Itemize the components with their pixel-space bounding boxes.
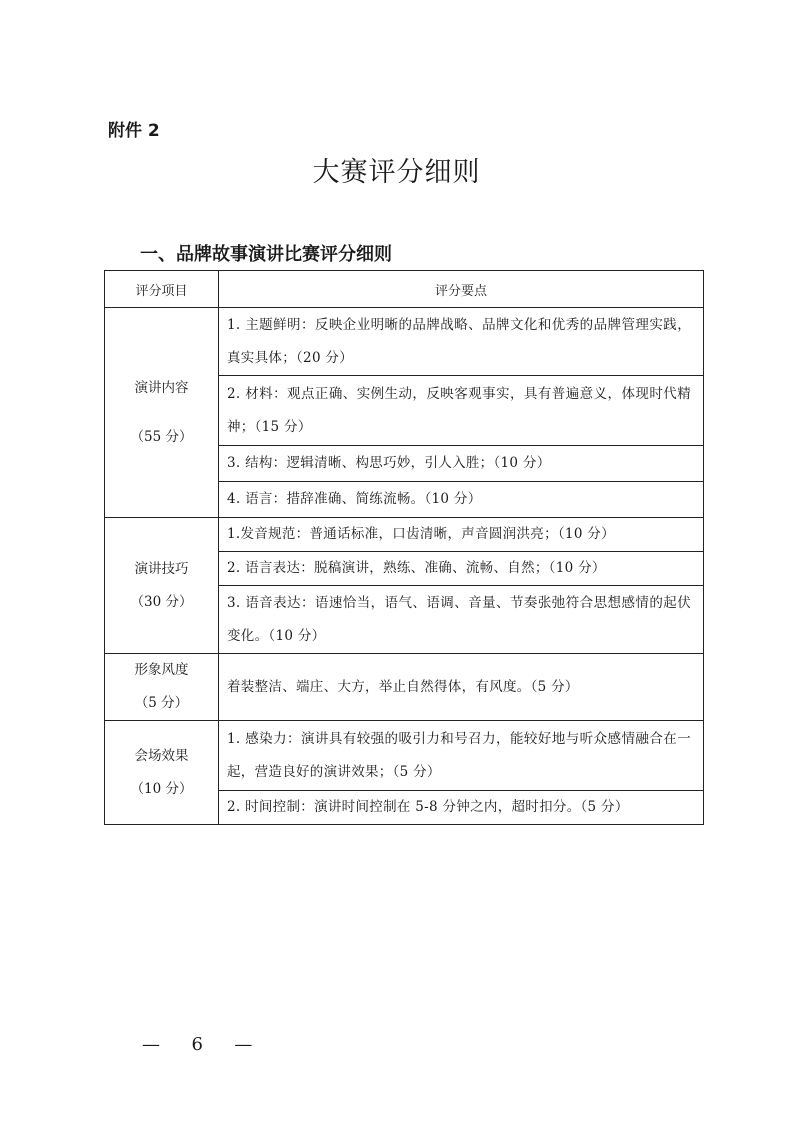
scoring-point: 1. 感染力：演讲具有较强的吸引力和号召力，能较好地与听众感情融合在一起，营造良好的演讲效果；（5 分） xyxy=(219,721,704,791)
scoring-point: 3. 结构：逻辑清晰、构思巧妙，引人入胜；（10 分） xyxy=(219,446,704,482)
category-cell xyxy=(105,721,219,825)
scoring-point: 4. 语言：措辞准确、简练流畅。（10 分） xyxy=(219,482,704,518)
header-category: 评分项目 xyxy=(105,271,219,308)
header-points: 评分要点 xyxy=(219,271,704,308)
table-header-row xyxy=(105,271,704,308)
category-score: （55 分） xyxy=(130,428,193,445)
category-name: 形象风度 xyxy=(134,662,189,678)
scoring-table xyxy=(104,270,704,825)
scoring-point: 3. 语音表达：语速恰当，语气、语调、音量、节奏张弛符合思想感情的起伏变化。（10 分） xyxy=(219,586,704,654)
scoring-point: 2. 语言表达：脱稿演讲，熟练、准确、流畅、自然；（10 分） xyxy=(219,552,704,586)
attachment-label: 附件 2 xyxy=(108,121,160,141)
category-score: （30 分） xyxy=(130,593,193,610)
table-row xyxy=(105,654,704,721)
footer-dash-left: — xyxy=(142,1034,160,1055)
scoring-point: 1.发音规范：普通话标准，口齿清晰，声音圆润洪亮；（10 分） xyxy=(219,518,704,552)
scoring-point: 2. 材料：观点正确、实例生动，反映客观事实，具有普遍意义，体现时代精神；（15 分） xyxy=(219,376,704,446)
page-number: 6 xyxy=(191,1034,203,1055)
category-score: （5 分） xyxy=(134,695,189,711)
category-cell xyxy=(105,308,219,518)
category-name: 演讲技巧 xyxy=(134,560,189,577)
table-row xyxy=(105,721,704,791)
scoring-point: 1. 主题鲜明：反映企业明晰的品牌战略、品牌文化和优秀的品牌管理实践，真实具体；（20 分） xyxy=(219,308,704,376)
scoring-point: 着装整洁、端庄、大方，举止自然得体，有风度。（5 分） xyxy=(219,654,704,721)
section-heading: 一、品牌故事演讲比赛评分细则 xyxy=(140,244,392,265)
table-row xyxy=(105,308,704,376)
category-name: 演讲内容 xyxy=(134,379,189,396)
page-title: 大赛评分细则 xyxy=(312,157,481,188)
category-name: 会场效果 xyxy=(134,747,189,764)
table-row xyxy=(105,518,704,552)
category-cell xyxy=(105,518,219,654)
page-footer xyxy=(142,1034,252,1055)
category-score: （10 分） xyxy=(130,780,193,797)
footer-dash-right: — xyxy=(234,1034,253,1055)
scoring-point: 2. 时间控制：演讲时间控制在 5-8 分钟之内，超时扣分。（5 分） xyxy=(219,791,704,825)
category-cell xyxy=(105,654,219,721)
